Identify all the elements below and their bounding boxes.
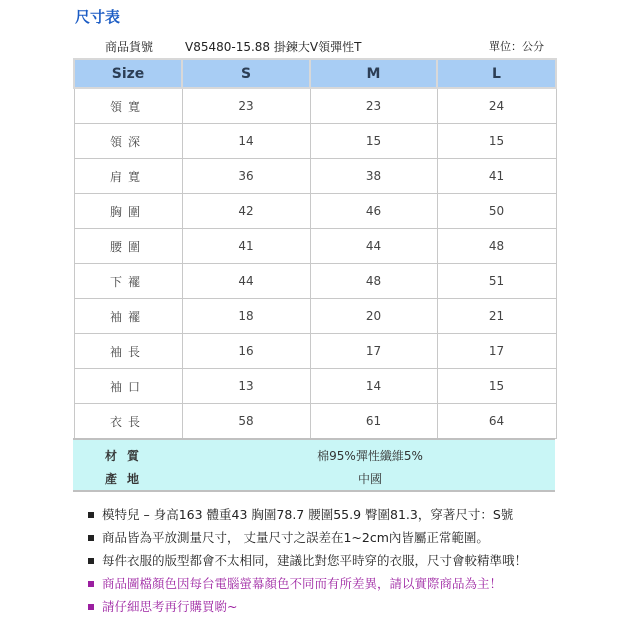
size-table-header <box>74 59 556 88</box>
measurement-value: 14 <box>310 369 437 404</box>
measurement-value: 21 <box>437 299 556 334</box>
note-text: 請仔細思考再行購買喲~ <box>102 599 238 614</box>
measurement-value: 50 <box>437 194 556 229</box>
note-text: 模特兒 – 身高163 體重43 胸圍78.7 腰圍55.9 臀圍81.3，穿著尺寸：S號 <box>102 507 514 522</box>
table-row <box>74 264 556 299</box>
page-title: 尺寸表 <box>75 8 121 26</box>
note-item <box>88 549 527 572</box>
measurement-value: 64 <box>437 404 556 439</box>
measurement-label: 肩寬 <box>74 159 182 194</box>
unit-label: 單位：公分 <box>489 40 544 53</box>
measurement-label: 領寬 <box>74 88 182 124</box>
measurement-value: 24 <box>437 88 556 124</box>
size-table <box>73 58 557 439</box>
header-s: S <box>182 59 310 88</box>
table-row <box>74 159 556 194</box>
bullet-square-icon <box>88 512 94 518</box>
note-item <box>88 503 527 526</box>
measurement-label: 下襬 <box>74 264 182 299</box>
product-code-label: 商品貨號 <box>105 40 154 54</box>
measurement-value: 23 <box>310 88 437 124</box>
measurement-value: 18 <box>182 299 310 334</box>
table-row <box>74 194 556 229</box>
table-row <box>74 124 556 159</box>
measurement-value: 61 <box>310 404 437 439</box>
measurement-value: 38 <box>310 159 437 194</box>
note-item <box>88 572 527 595</box>
measurement-value: 23 <box>182 88 310 124</box>
measurement-value: 13 <box>182 369 310 404</box>
measurement-label: 領深 <box>74 124 182 159</box>
measurement-value: 17 <box>437 334 556 369</box>
table-row <box>74 229 556 264</box>
table-row <box>74 88 556 124</box>
measurement-value: 15 <box>310 124 437 159</box>
measurement-value: 15 <box>437 124 556 159</box>
header-m: M <box>310 59 437 88</box>
measurement-value: 16 <box>182 334 310 369</box>
note-text: 商品皆為平放測量尺寸， 丈量尺寸之誤差在1~2cm內皆屬正常範圍。 <box>102 530 489 545</box>
measurement-value: 44 <box>182 264 310 299</box>
measurement-value: 44 <box>310 229 437 264</box>
measurement-value: 51 <box>437 264 556 299</box>
origin-row <box>73 466 555 488</box>
measurement-label: 衣長 <box>74 404 182 439</box>
table-row <box>74 404 556 439</box>
measurement-value: 14 <box>182 124 310 159</box>
measurement-label: 袖口 <box>74 369 182 404</box>
measurement-value: 20 <box>310 299 437 334</box>
measurement-value: 42 <box>182 194 310 229</box>
measurement-value: 15 <box>437 369 556 404</box>
table-row <box>74 299 556 334</box>
origin-value: 中國 <box>357 472 382 486</box>
measurement-value: 46 <box>310 194 437 229</box>
notes-list <box>88 503 527 618</box>
bullet-square-icon <box>88 604 94 610</box>
measurement-value: 48 <box>310 264 437 299</box>
measurement-value: 41 <box>182 229 310 264</box>
bullet-square-icon <box>88 535 94 541</box>
table-row <box>74 369 556 404</box>
note-item <box>88 526 527 549</box>
note-text: 商品圖檔顏色因每台電腦螢幕顏色不同而有所差異，請以實際商品為主！ <box>102 576 503 591</box>
measurement-value: 36 <box>182 159 310 194</box>
bullet-square-icon <box>88 558 94 564</box>
header-l: L <box>437 59 556 88</box>
table-row <box>74 334 556 369</box>
product-code-value: V85480-15.88 掛鍊大V領彈性T <box>185 40 362 54</box>
measurement-label: 胸圍 <box>74 194 182 229</box>
product-info-row <box>75 36 550 56</box>
measurement-value: 41 <box>437 159 556 194</box>
material-box <box>73 438 555 492</box>
measurement-label: 腰圍 <box>74 229 182 264</box>
header-size: Size <box>74 59 182 88</box>
measurement-value: 48 <box>437 229 556 264</box>
measurement-label: 袖長 <box>74 334 182 369</box>
note-text: 每件衣服的版型都會不太相同，建議比對您平時穿的衣服，尺寸會較精準哦！ <box>102 553 528 568</box>
material-label: 材質 <box>105 449 150 463</box>
bullet-square-icon <box>88 581 94 587</box>
measurement-value: 58 <box>182 404 310 439</box>
material-row <box>73 443 555 465</box>
measurement-label: 袖襬 <box>74 299 182 334</box>
origin-label: 產地 <box>105 472 150 486</box>
material-value: 棉95%彈性纖維5% <box>317 449 423 463</box>
measurement-value: 17 <box>310 334 437 369</box>
note-item <box>88 595 527 618</box>
